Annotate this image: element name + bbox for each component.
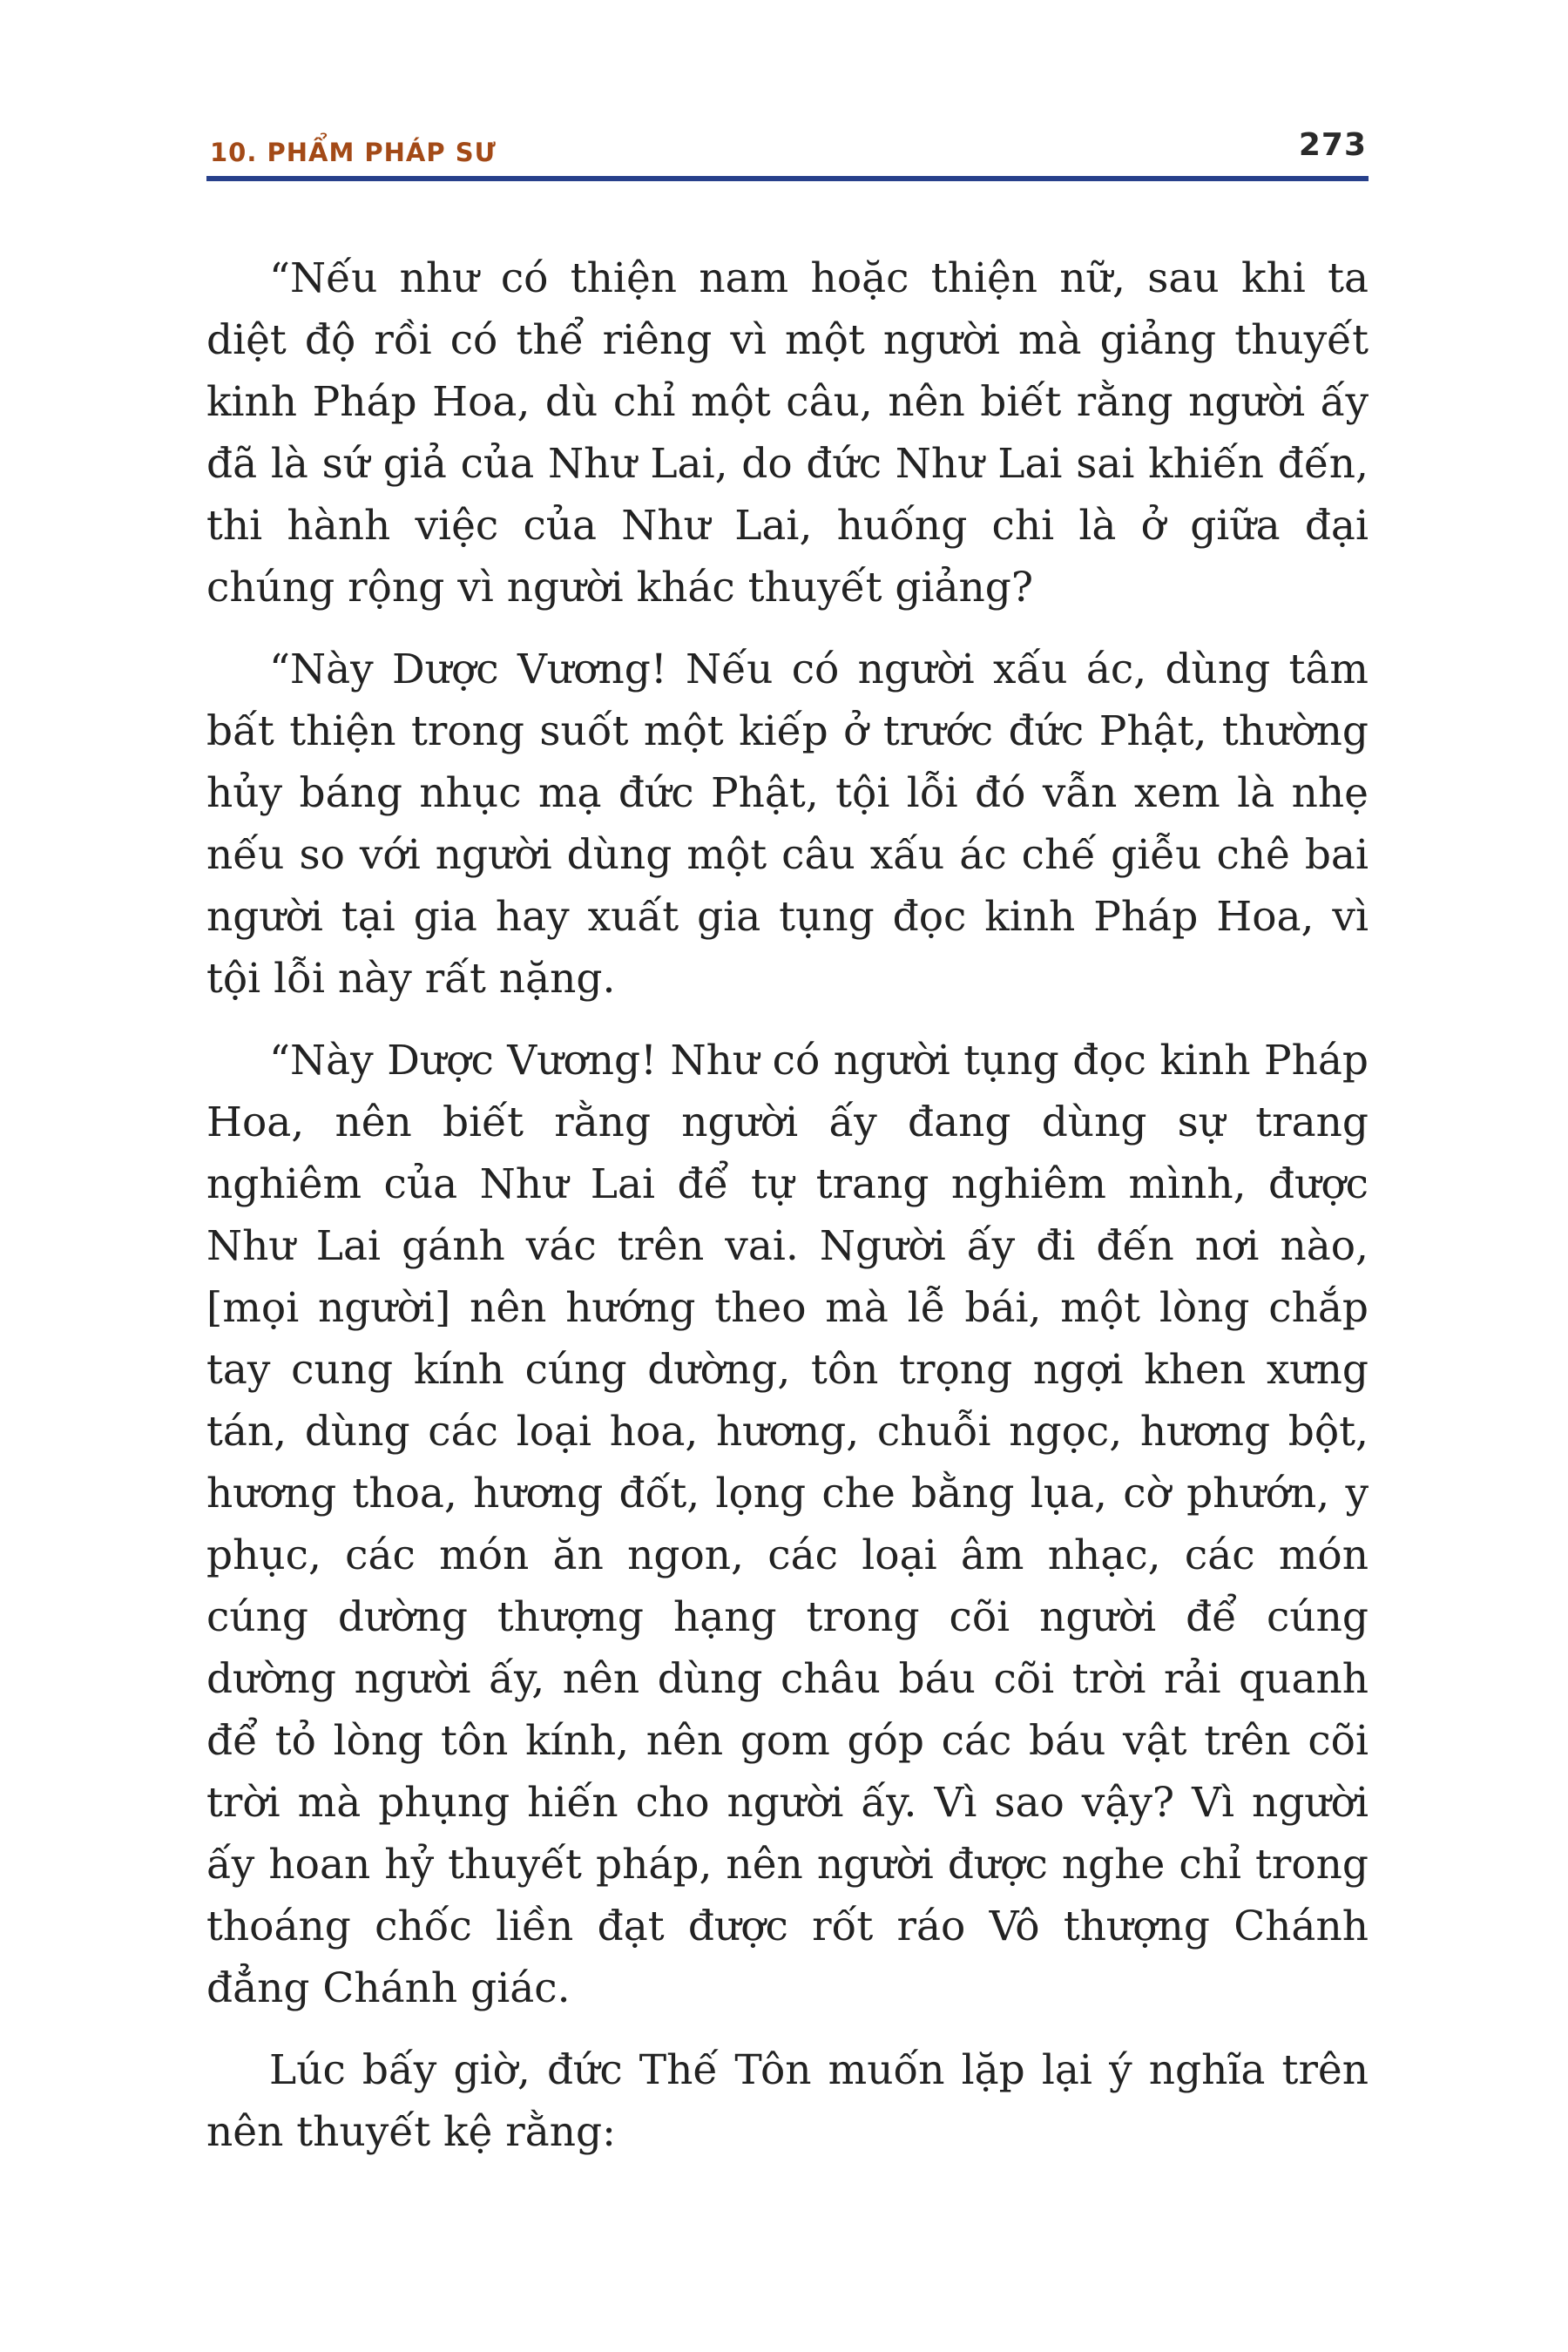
paragraph-2: “Này Dược Vương! Nếu có người xấu ác, dùng tâm bất thiện trong suốt một kiếp ở trước đức Phật, thường hủy báng nhục mạ đức Phật, tội lỗi đó vẫn xem là nhẹ nếu so với người dùng một câu xấu ác chế giễu chê bai người tại gia hay xuất gia tụng đọc kinh Pháp Hoa, vì tội lỗi này rất nặng. [206, 645, 1369, 1003]
page-number: 273 [1298, 127, 1367, 163]
paragraph-3: “Này Dược Vương! Như có người tụng đọc kinh Pháp Hoa, nên biết rằng người ấy đang dùng sự trang nghiêm của Như Lai để tự trang nghiêm mình, được Như Lai gánh vác trên vai. Người ấy đi đến nơi nào, [mọi người] nên hướng theo mà lễ bái, một lòng chắp tay cung kính cúng dường, tôn trọng ngợi khen xưng tán, dùng các loại hoa, hương, chuỗi ngọc, hương bột, hương thoa, hương đốt, lọng che bằng lụa, cờ phướn, y phục, các món ăn ngon, các loại âm nhạc, các món cúng dường thượng hạng trong cõi người để cúng dường người ấy, nên dùng châu báu cõi trời rải quanh để tỏ lòng tôn kính, nên gom góp các báu vật trên cõi trời mà phụng hiến cho người ấy. Vì sao vậy? Vì người ấy hoan hỷ thuyết pháp, nên người được nghe chỉ trong thoáng chốc liền đạt được rốt ráo Vô thượng Chánh đẳng Chánh giác. [206, 1037, 1369, 2012]
paragraph-4: Lúc bấy giờ, đức Thế Tôn muốn lặp lại ý nghĩa trên nên thuyết kệ rằng: [206, 2046, 1369, 2156]
paragraph-1: “Nếu như có thiện nam hoặc thiện nữ, sau khi ta diệt độ rồi có thể riêng vì một người mà giảng thuyết kinh Pháp Hoa, dù chỉ một câu, nên biết rằng người ấy đã là sứ giả của Như Lai, do đức Như Lai sai khiến đến, thi hành việc của Như Lai, huống chi là ở giữa đại chúng rộng vì người khác thuyết giảng? [206, 254, 1369, 612]
header-rule [206, 176, 1369, 181]
body-text [206, 247, 1369, 2183]
running-header [206, 122, 1369, 183]
chapter-title: 10. PHẨM PHÁP SƯ [210, 138, 497, 167]
